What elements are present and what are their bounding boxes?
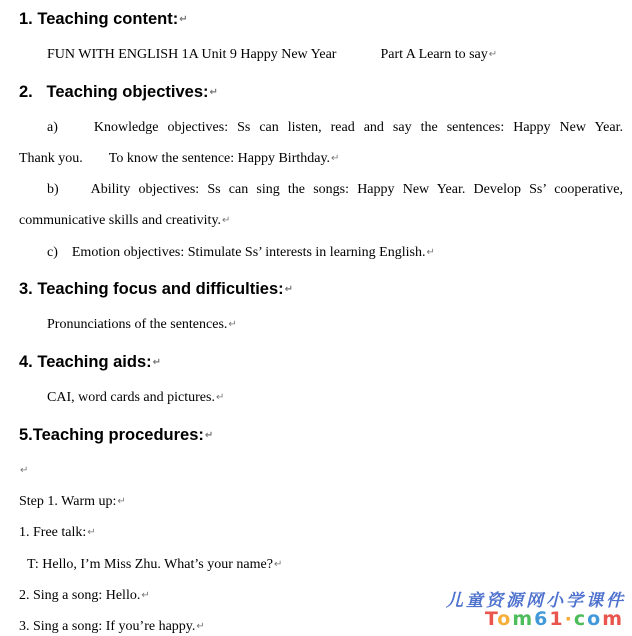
focus-text: Pronunciations of the sentences.: [47, 317, 228, 333]
sing-song-2-text: 3. Sing a song: If you’re happy.: [19, 619, 196, 635]
objective-b-line1: b) Ability objectives: Ss can sing the songs: Happy New Year. Develop Ss’ cooperative,: [47, 182, 623, 197]
free-talk-text: 1. Free talk:: [19, 525, 87, 541]
paragraph-mark-icon: ↵: [204, 429, 214, 441]
sing-song-1-line: [19, 587, 150, 605]
focus-line: [47, 316, 237, 334]
heading-teaching-procedures: [19, 425, 213, 446]
objective-b-line2: [19, 212, 230, 230]
objective-a-line2: [19, 150, 339, 168]
watermark-logo: [485, 608, 624, 630]
aids-text: CAI, word cards and pictures.: [47, 390, 215, 406]
paragraph-mark-icon: ↵: [331, 153, 340, 164]
paragraph-mark-icon: ↵: [20, 465, 29, 476]
heading-teaching-focus: [19, 279, 293, 300]
teacher-line: [27, 556, 282, 574]
empty-paragraph: [19, 462, 28, 480]
watermark-letter: T: [484, 608, 498, 630]
paragraph-mark-icon: ↵: [222, 215, 231, 226]
heading-teaching-aids: [19, 352, 161, 373]
watermark-letter: m: [602, 608, 624, 630]
paragraph-mark-icon: ↵: [488, 49, 498, 60]
free-talk-line: [19, 524, 96, 542]
objective-c: [47, 244, 435, 262]
heading-teaching-objectives: [19, 82, 218, 103]
watermark-letter: o: [497, 608, 513, 630]
paragraph-mark-icon: ↵: [87, 527, 96, 538]
watermark-letter: m: [512, 608, 535, 630]
paragraph-mark-icon: ↵: [273, 559, 283, 570]
objective-c-text: c) Emotion objectives: Stimulate Ss’ interests in learning English.: [47, 245, 426, 261]
watermark-letter: ·: [564, 608, 574, 630]
paragraph-mark-icon: ↵: [209, 86, 218, 98]
paragraph-mark-icon: ↵: [141, 590, 150, 601]
heading-text: 5.Teaching procedures:: [19, 426, 204, 444]
objective-a-birthday: To know the sentence: Happy Birthday.: [108, 151, 331, 167]
sing-song-1-text: 2. Sing a song: Hello.: [19, 588, 141, 604]
paragraph-mark-icon: ↵: [152, 356, 162, 368]
objective-b-skills: communicative skills and creativity.: [19, 213, 222, 229]
sing-song-2-line: [19, 618, 205, 636]
teacher-text: T: Hello, I’m Miss Zhu. What’s your name?: [27, 557, 273, 573]
watermark-chinese-text: 儿童资源网小学课件: [446, 591, 626, 611]
paragraph-mark-icon: ↵: [215, 392, 225, 403]
watermark-letter: 6: [534, 608, 550, 630]
heading-text: 2. Teaching objectives:: [19, 83, 209, 101]
watermark-letter: c: [573, 608, 588, 630]
paragraph-mark-icon: ↵: [196, 621, 205, 632]
paragraph-mark-icon: ↵: [426, 247, 435, 258]
part-title: Part A Learn to say: [380, 47, 488, 63]
watermark-letter: 1: [549, 608, 565, 630]
unit-title: FUN WITH ENGLISH 1A Unit 9 Happy New Year: [47, 47, 337, 63]
objective-a-line1: a) Knowledge objectives: Ss can listen, read and say the sentences: Happy New Year.: [47, 120, 623, 135]
content-line: [47, 46, 497, 64]
heading-teaching-content: [19, 9, 188, 30]
objective-a-thanks: Thank you.: [19, 151, 83, 167]
paragraph-mark-icon: ↵: [179, 13, 188, 25]
paragraph-mark-icon: ↵: [117, 496, 126, 507]
heading-text: 3. Teaching focus and difficulties:: [19, 280, 284, 298]
aids-line: [47, 389, 224, 407]
paragraph-mark-icon: ↵: [228, 319, 237, 330]
heading-text: 4. Teaching aids:: [19, 353, 152, 371]
paragraph-mark-icon: ↵: [284, 283, 294, 295]
site-watermark: [426, 586, 626, 632]
step-1-text: Step 1. Warm up:: [19, 494, 117, 510]
step-1-line: [19, 493, 126, 511]
watermark-letter: o: [587, 608, 603, 630]
heading-text: 1. Teaching content:: [19, 10, 179, 28]
